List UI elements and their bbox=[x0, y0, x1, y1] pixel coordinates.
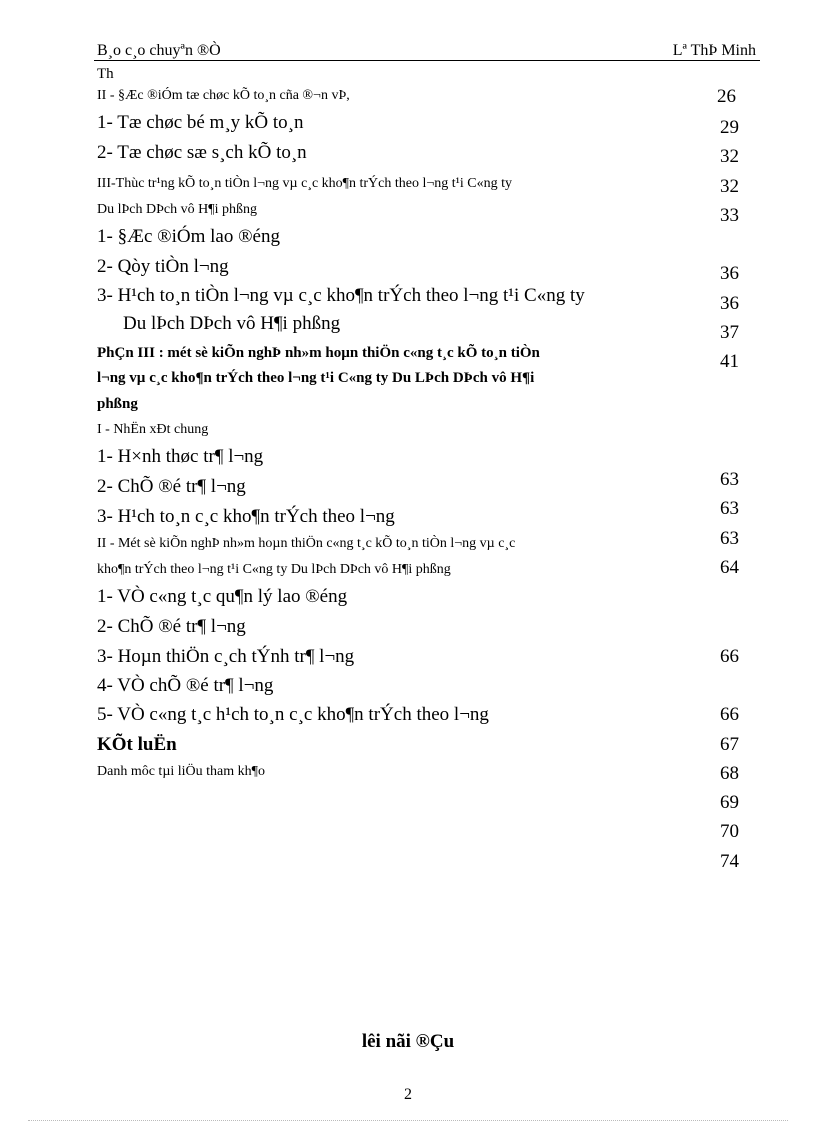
toc-page-number: 66 bbox=[720, 704, 739, 725]
header-rule bbox=[94, 60, 760, 61]
toc-line: 1- §Æc ®iÓm lao ®éng bbox=[97, 226, 280, 247]
toc-page-number: 32 bbox=[720, 176, 739, 197]
toc-line: II - §Æc ®iÓm tæ chøc kÕ to¸n cña ®¬n vÞ, bbox=[97, 88, 350, 103]
toc-page-number: 66 bbox=[720, 646, 739, 667]
toc-page-number: 36 bbox=[720, 263, 739, 284]
section-title: lêi nãi ®Çu bbox=[361, 1031, 455, 1052]
toc-line: 2- ChÕ ®é tr¶ l¬ng bbox=[97, 476, 246, 497]
toc-line: Du lÞch DÞch vô H¶i phßng bbox=[123, 313, 341, 334]
header-report-title: B¸o c¸o chuyªn ®Ò bbox=[97, 42, 221, 59]
toc-page-number: 63 bbox=[720, 528, 739, 549]
toc-page-number: 63 bbox=[720, 498, 739, 519]
toc-line: 3- H¹ch to¸n c¸c kho¶n trÝch theo l¬ng bbox=[97, 506, 395, 527]
toc-page-number: 33 bbox=[720, 205, 739, 226]
toc-line: Th bbox=[97, 66, 114, 82]
toc-line: Danh môc tµi liÖu tham kh¶o bbox=[97, 764, 265, 779]
toc-page-number: 67 bbox=[720, 734, 739, 755]
toc-page-number: 63 bbox=[720, 469, 739, 490]
toc-page-number: 70 bbox=[720, 821, 739, 842]
toc-line: 2- ChÕ ®é tr¶ l¬ng bbox=[97, 616, 246, 637]
header-author: Lª ThÞ Minh bbox=[672, 42, 756, 59]
toc-line: 2- Tæ chøc sæ s¸ch kÕ to¸n bbox=[97, 142, 307, 163]
toc-line: 1- H×nh thøc tr¶ l¬ng bbox=[97, 446, 264, 467]
page-bottom-border bbox=[28, 1120, 788, 1121]
toc-page-number: 41 bbox=[720, 351, 739, 372]
toc-line: 2- Qòy tiÒn l¬ng bbox=[97, 256, 229, 277]
toc-line: III-Thùc tr¹ng kÕ to¸n tiÒn l¬ng vµ c¸c kho¶n trÝch theo l¬ng t¹i C«ng ty bbox=[97, 176, 512, 191]
toc-line: 1- Tæ chøc bé m¸y kÕ to¸n bbox=[97, 112, 304, 133]
toc-line: II - Mét sè kiÕn nghÞ nh»m hoµn thiÖn c«ng t¸c kÕ to¸n tiÒn l¬ng vµ c¸c bbox=[97, 536, 516, 551]
toc-page-number: 74 bbox=[720, 851, 739, 872]
toc-line: 4- VÒ chÕ ®é tr¶ l¬ng bbox=[97, 675, 274, 696]
toc-line: 3- H¹ch to¸n tiÒn l¬ng vµ c¸c kho¶n trÝch theo l¬ng t¹i C«ng ty bbox=[97, 285, 585, 306]
toc-page-number: 36 bbox=[720, 293, 739, 314]
toc-page-number: 64 bbox=[720, 557, 739, 578]
page-number: 2 bbox=[404, 1086, 412, 1103]
toc-page-number: 68 bbox=[720, 763, 739, 784]
toc-page-number: 32 bbox=[720, 146, 739, 167]
toc-line: l¬ng vµ c¸c kho¶n trÝch theo l¬ng t¹i C«ng ty Du LÞch DÞch vô H¶i bbox=[97, 370, 535, 386]
toc-line: KÕt luËn bbox=[97, 734, 177, 755]
toc-page-number: 37 bbox=[720, 322, 739, 343]
toc-line: Du lÞch DÞch vô H¶i phßng bbox=[97, 202, 257, 217]
toc-line: 1- VÒ c«ng t¸c qu¶n lý lao ®éng bbox=[97, 586, 348, 607]
toc-line: 3- Hoµn thiÖn c¸ch tÝnh tr¶ l¬ng bbox=[97, 646, 355, 667]
toc-line: I - NhËn xÐt chung bbox=[97, 422, 209, 437]
toc-line: kho¶n trÝch theo l¬ng t¹i C«ng ty Du lÞch DÞch vô H¶i phßng bbox=[97, 562, 451, 577]
toc-page-number: 26 bbox=[717, 86, 736, 107]
toc-page-number: 69 bbox=[720, 792, 739, 813]
toc-line: phßng bbox=[97, 396, 138, 412]
toc-page-number: 29 bbox=[720, 117, 739, 138]
toc-line: 5- VÒ c«ng t¸c h¹ch to¸n c¸c kho¶n trÝch theo l¬ng bbox=[97, 704, 489, 725]
toc-line: PhÇn III : mét sè kiÕn nghÞ nh»m hoµn thiÖn c«ng t¸c kÕ to¸n tiÒn bbox=[97, 345, 540, 361]
